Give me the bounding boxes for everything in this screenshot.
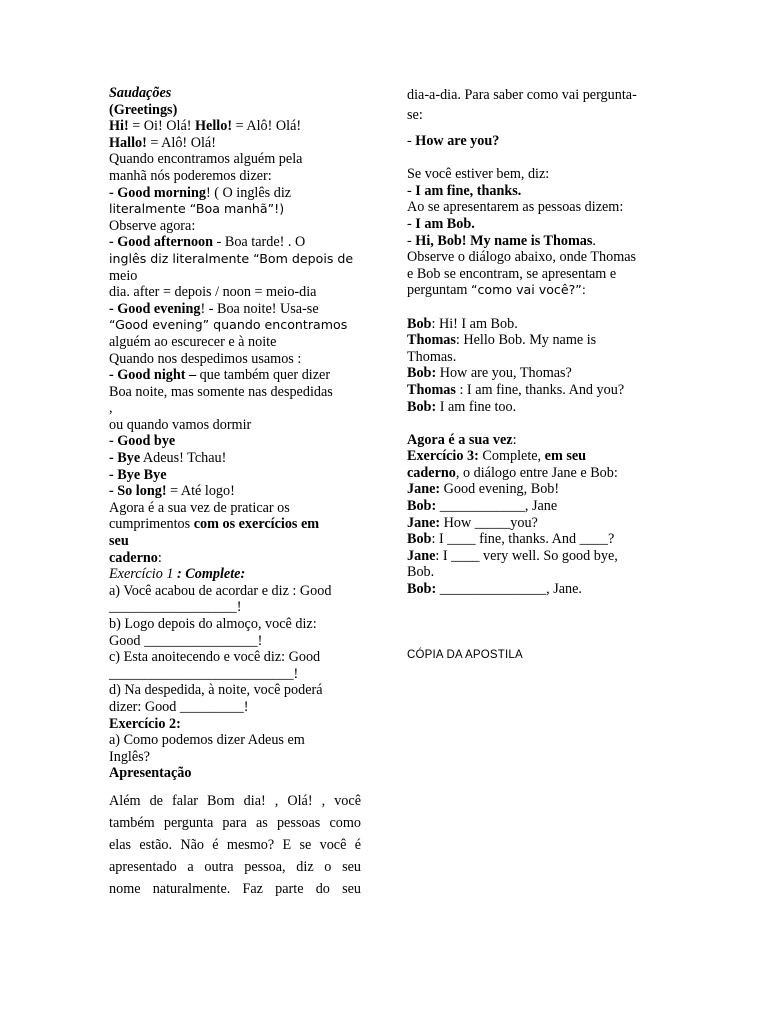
exercise-dialogue-line: Jane: I ____ very well. So good bye, (407, 547, 618, 564)
text-line: se: (407, 107, 423, 123)
spacer (407, 299, 665, 316)
section-subtitle: (Greetings) (109, 101, 178, 118)
exercise-line: d) Na despedida, à noite, você poderá (109, 682, 323, 699)
paragraph-line: nome naturalmente. Faz parte do seu (109, 880, 361, 897)
text-line: Se você estiver bem, diz: (407, 166, 550, 183)
fine-line: - I am fine, thanks. (407, 182, 522, 199)
text-line: cumprimentos com os exercícios em (109, 516, 320, 533)
dialogue-line: Thomas. (407, 348, 457, 365)
good-evening-line: - Good evening! - Boa noite! Usa-se (109, 300, 319, 317)
hi-bob-line: - Hi, Bob! My name is Thomas. (407, 232, 596, 249)
dialogue-line: Bob: How are you, Thomas? (407, 365, 572, 382)
text-line: seu (109, 533, 129, 550)
dialogue-line: Bob: I am fine too. (407, 398, 517, 415)
exercise-line: a) Você acabou de acordar e diz : Good (109, 582, 332, 599)
exercise-1-heading: Exercício 1 : Complete: (109, 566, 246, 583)
copy-notice: CÓPIA DA APOSTILA (407, 649, 523, 662)
text-line: Observe agora: (109, 217, 196, 234)
exercise-dialogue-line: Bob: ____________, Jane (407, 498, 558, 515)
exercise-line: b) Logo depois do almoço, você diz: (109, 616, 317, 632)
spacer (407, 415, 665, 432)
text-line: caderno, o diálogo entre Jane e Bob: (407, 464, 618, 481)
text-line: inglês diz literalmente “Bom depois de (109, 250, 354, 266)
text-line: meio (109, 267, 138, 284)
greeting-hi-line: Hi! = Oi! Olá! Hello! = Alô! Olá! (109, 118, 302, 135)
spacer (407, 614, 665, 631)
spacer (407, 125, 665, 133)
text-line: Ao se apresentarem as pessoas dizem: (407, 199, 624, 216)
exercise-blank: Good ________________! (109, 632, 263, 649)
spacer (407, 150, 665, 167)
text-line: literalmente “Boa manhã”!) (109, 201, 285, 217)
text-line: dia-a-dia. Para saber como vai pergunta- (407, 87, 637, 103)
bye-bye-line: - Bye Bye (109, 466, 167, 483)
exercise-dialogue-line: Bob. (407, 564, 435, 581)
right-column (407, 85, 665, 664)
exercise-2-heading: Exercício 2: (109, 715, 181, 732)
text-line: caderno: (109, 549, 162, 566)
i-am-bob-line: - I am Bob. (407, 215, 475, 232)
text-line: manhã nós poderemos dizer: (109, 167, 272, 184)
exercise-line: c) Esta anoitecendo e você diz: Good (109, 649, 321, 666)
text-line: dia. after = depois / noon = meio-dia (109, 284, 317, 301)
exercise-blank: __________________! (109, 599, 242, 616)
text-line: perguntam “como vai você?”: (407, 282, 587, 299)
exercise-dialogue-line: Bob: I ____ fine, thanks. And ____? (407, 531, 615, 548)
text-line: Observe o diálogo abaixo, onde Thomas (407, 249, 637, 266)
dialogue-line: Bob: Hi! I am Bob. (407, 315, 518, 332)
apresentacao-heading: Apresentação (109, 765, 192, 782)
text-line: “Good evening” quando encontramos (109, 317, 348, 333)
text-line: ou quando vamos dormir (109, 416, 252, 433)
paragraph-line: Além de falar Bom dia! , Olá! , você (109, 792, 361, 809)
text-line: Agora é a sua vez de praticar os (109, 499, 290, 516)
spacer (407, 631, 665, 648)
dialogue-line: Thomas : I am fine, thanks. And you? (407, 381, 625, 398)
bye-line: - Bye Adeus! Tchau! (109, 450, 227, 467)
text-line: Boa noite, mas somente nas despedidas (109, 383, 333, 400)
paragraph-line: apresentado a outra pessoa, diz o seu (109, 858, 361, 875)
text-line: Quando encontramos alguém pela (109, 151, 303, 168)
greeting-hallo-line: Hallo! = Alô! Olá! (109, 134, 216, 151)
text-line: e Bob se encontram, se apresentam e (407, 265, 617, 282)
exercise-3-heading: Exercício 3: Complete, em seu (407, 448, 587, 465)
paragraph-line: elas estão. Não é mesmo? E se você é (109, 836, 361, 853)
dialogue-line: Thomas: Hello Bob. My name is (407, 332, 597, 349)
exercise-dialogue-line: Jane: Good evening, Bob! (407, 481, 560, 498)
exercise-blank: dizer: Good _________! (109, 698, 249, 715)
exercise-dialogue-line: Jane: How _____you? (407, 514, 538, 531)
left-column (109, 85, 361, 900)
paragraph-line: também pergunta para as pessoas como (109, 814, 361, 831)
exercise-dialogue-line: Bob: _______________, Jane. (407, 581, 582, 598)
text-line: Quando nos despedimos usamos : (109, 350, 302, 367)
good-afternoon-line: - Good afternoon - Boa tarde! . O (109, 234, 306, 251)
exercise-line: Inglês? (109, 748, 150, 765)
spacer (109, 782, 361, 790)
your-turn-heading: Agora é a sua vez: (407, 431, 517, 448)
text-line: alguém ao escurecer e à noite (109, 333, 277, 350)
so-long-line: - So long! = Até logo! (109, 483, 235, 500)
how-are-you-line: - How are you? (407, 133, 500, 149)
good-night-line: - Good night – que também quer dizer (109, 367, 331, 384)
good-bye-line: - Good bye (109, 433, 176, 450)
text-line: , (109, 400, 113, 417)
section-title: Saudações (109, 85, 172, 101)
spacer (407, 598, 665, 615)
exercise-line: a) Como podemos dizer Adeus em (109, 732, 305, 749)
good-morning-line: - Good morning! ( O inglês diz (109, 184, 292, 201)
exercise-blank: __________________________! (109, 665, 299, 682)
